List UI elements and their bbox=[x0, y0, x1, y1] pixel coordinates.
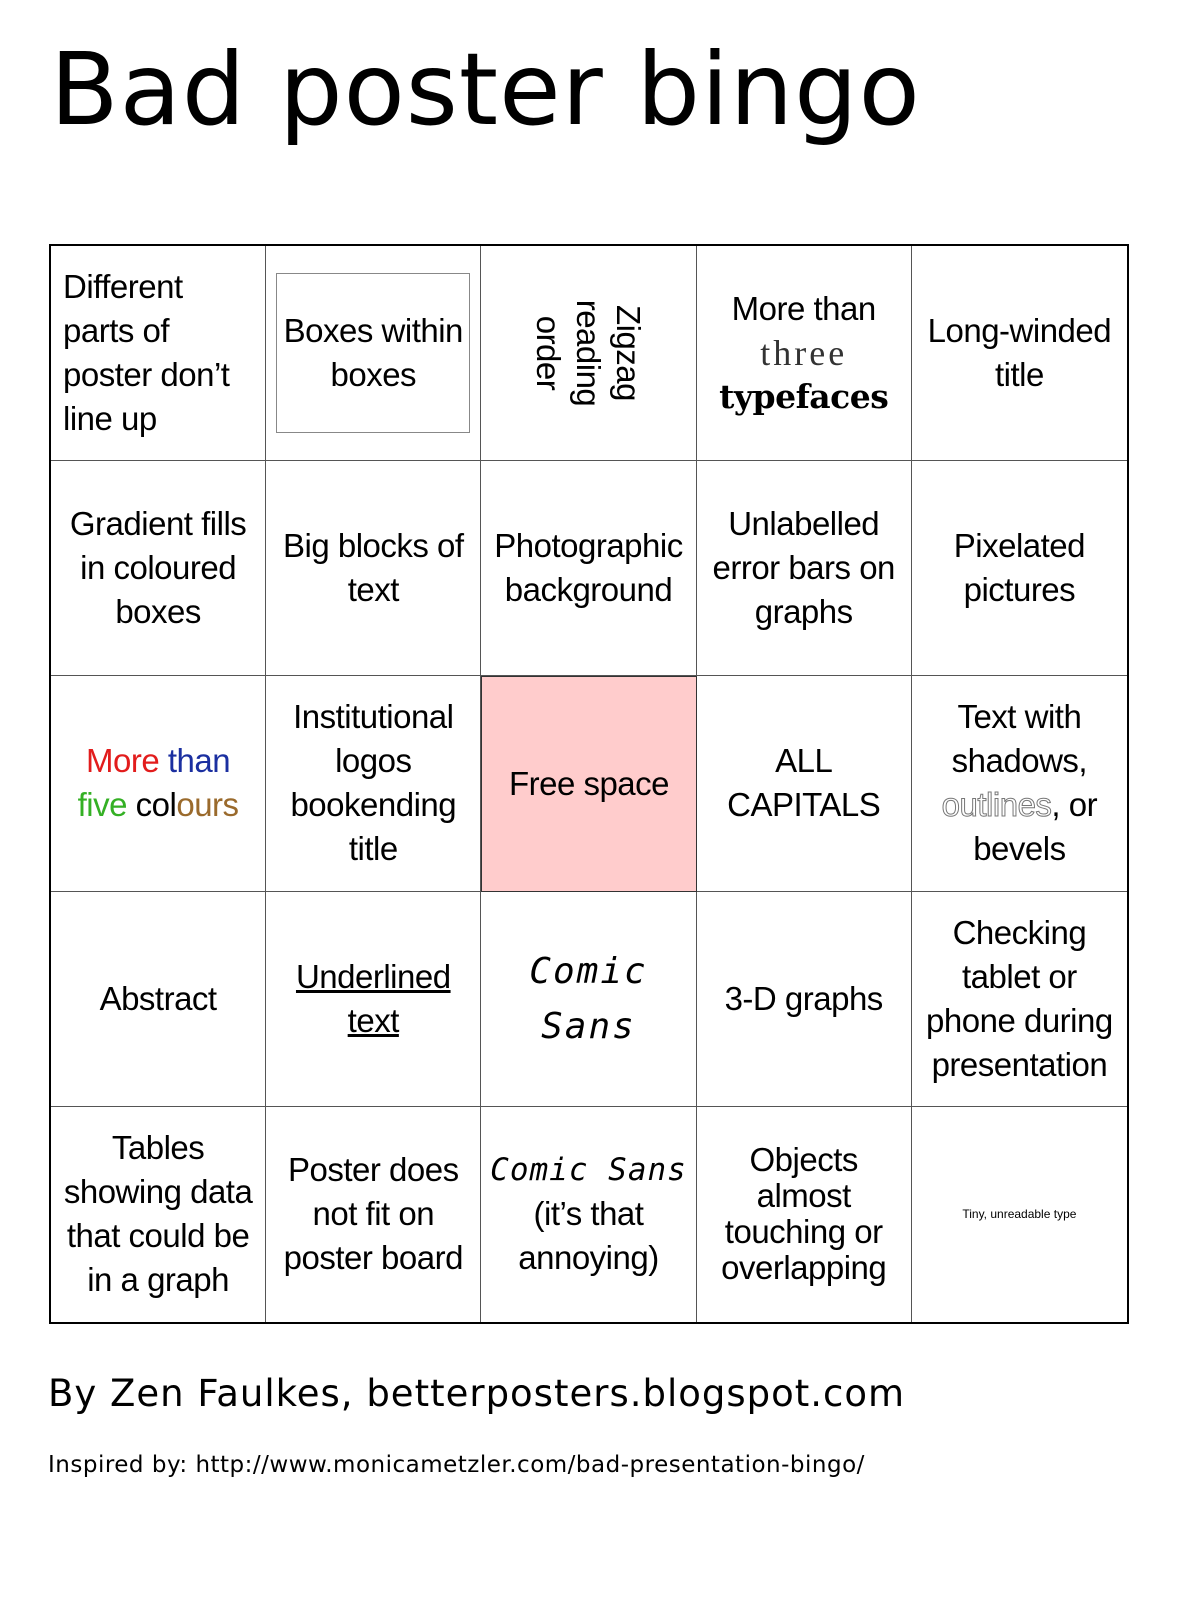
bingo-grid bbox=[49, 244, 1129, 1324]
cell-text-line: (it’s that annoying) bbox=[518, 1195, 659, 1277]
cell-text-group bbox=[78, 739, 239, 827]
bingo-cell-zigzag bbox=[481, 246, 696, 461]
cell-text: Abstract bbox=[99, 979, 217, 1017]
cell-text: Gradient fills in coloured boxes bbox=[69, 505, 247, 631]
bingo-cell-comic-annoying bbox=[481, 1107, 696, 1322]
word-blue: than bbox=[167, 742, 231, 780]
cell-text-group bbox=[918, 695, 1121, 871]
cell-text: ALL CAPITALS bbox=[727, 742, 881, 824]
bingo-cell-shadows bbox=[912, 676, 1127, 891]
bingo-cell-3d-graphs bbox=[697, 892, 912, 1107]
bingo-cell-misaligned bbox=[51, 246, 266, 461]
cell-text: Institutional logos bookending title bbox=[290, 698, 457, 868]
bingo-cell-tiny-type bbox=[912, 1107, 1127, 1322]
bingo-cell-underlined bbox=[266, 892, 481, 1107]
cell-text-line: More than bbox=[731, 290, 876, 328]
bingo-cell-overlapping bbox=[697, 1107, 912, 1322]
cell-text: Photographic background bbox=[494, 527, 683, 609]
bingo-cell-capitals bbox=[697, 676, 912, 891]
word-brown: ours bbox=[176, 786, 239, 824]
cell-text-line: Comic Sans bbox=[490, 1152, 687, 1189]
page-title: Bad poster bingo bbox=[50, 31, 921, 148]
inner-box bbox=[276, 273, 470, 433]
cell-text: Underlined text bbox=[295, 957, 451, 1039]
inspiration-link[interactable]: Inspired by: http://www.monicametzler.com/bad-presentation-bingo/ bbox=[48, 1452, 865, 1478]
cell-text-line: three bbox=[760, 333, 848, 374]
bingo-cell-tables bbox=[51, 1107, 266, 1322]
cell-text: Comic Sans bbox=[529, 950, 648, 1047]
cell-text: Long-winded title bbox=[927, 312, 1112, 394]
cell-text: Checking tablet or phone during presentation bbox=[926, 913, 1113, 1083]
cell-text: Poster does not fit on poster board bbox=[283, 1151, 463, 1277]
cell-text: Unlabelled error bars on graphs bbox=[712, 505, 895, 631]
bingo-cell-comic-sans bbox=[481, 892, 696, 1107]
bingo-cell-long-title bbox=[912, 246, 1127, 461]
bingo-cell-typefaces bbox=[697, 246, 912, 461]
cell-text: Tables showing data that could be in a graph bbox=[63, 1129, 253, 1299]
bingo-cell-abstract bbox=[51, 892, 266, 1107]
cell-text-group bbox=[719, 287, 888, 419]
cell-text: Different parts of poster don’t line up bbox=[63, 268, 230, 438]
word-red: More bbox=[86, 742, 160, 780]
bingo-cell-gradient bbox=[51, 461, 266, 676]
cell-text-line: typefaces bbox=[719, 377, 889, 417]
bingo-cell-pixelated bbox=[912, 461, 1127, 676]
cell-text: Pixelated pictures bbox=[953, 527, 1086, 609]
cell-text: 3-D graphs bbox=[724, 979, 883, 1017]
cell-text: Big blocks of text bbox=[282, 527, 464, 609]
word-green: five bbox=[77, 786, 127, 824]
cell-text: Text with shadows, bbox=[951, 698, 1088, 780]
cell-text: Free space bbox=[508, 764, 670, 802]
bingo-cell-checking-phone bbox=[912, 892, 1127, 1107]
bingo-cell-poster-fit bbox=[266, 1107, 481, 1322]
bingo-cell-colours bbox=[51, 676, 266, 891]
bingo-cell-error-bars bbox=[697, 461, 912, 676]
outlined-word: outlines bbox=[941, 786, 1052, 824]
word-black: col bbox=[135, 786, 177, 824]
cell-text: Boxes within boxes bbox=[283, 312, 463, 394]
bingo-cell-logos bbox=[266, 676, 481, 891]
bingo-cell-big-blocks bbox=[266, 461, 481, 676]
bingo-cell-photo-bg bbox=[481, 461, 696, 676]
bingo-cell-free-space bbox=[481, 676, 696, 891]
author-credit: By Zen Faulkes, betterposters.blogspot.com bbox=[48, 1372, 906, 1415]
cell-text-tiny: Tiny, unreadable type bbox=[962, 1207, 1077, 1222]
cell-text: Objects almost touching or overlapping bbox=[721, 1141, 887, 1287]
cell-text-group bbox=[487, 1148, 689, 1280]
cell-text-rotated: Zigzag reading order bbox=[530, 299, 648, 407]
cell-text: , or bevels bbox=[973, 786, 1098, 868]
bingo-cell-boxes bbox=[266, 246, 481, 461]
